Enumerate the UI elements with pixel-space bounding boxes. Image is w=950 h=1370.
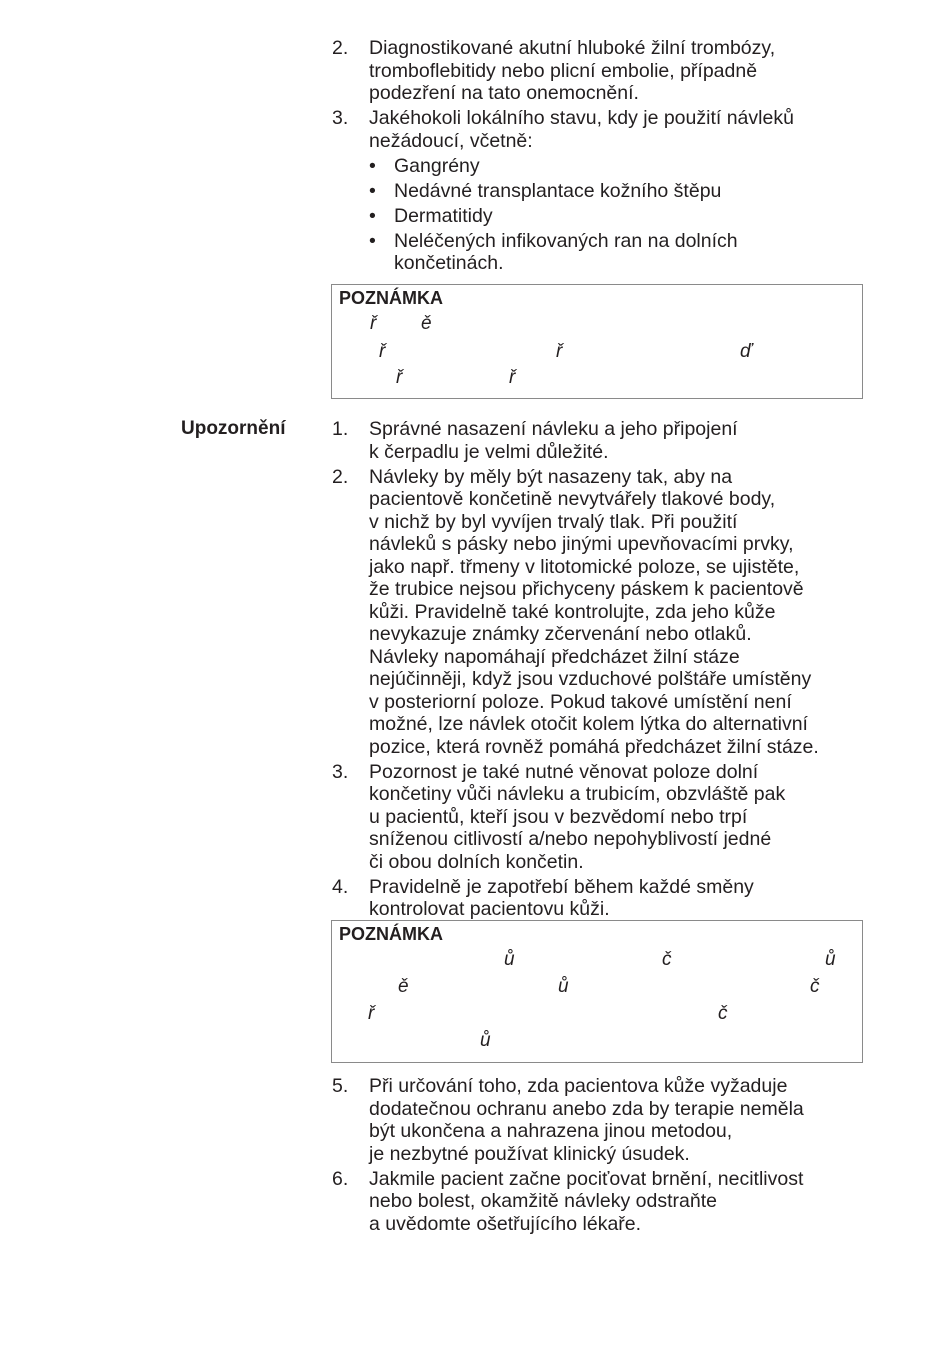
item-line: u pacientů, kteří jsou v bezvědomí nebo trpí	[369, 805, 748, 828]
note-box	[331, 284, 863, 399]
list-item	[332, 37, 872, 105]
item-line: Jakmile pacient začne pociťovat brnění, necitlivost	[369, 1167, 804, 1190]
item-line: jako např. třmeny v litotomické poloze, se ujistěte,	[369, 555, 800, 578]
item-line: k čerpadlu je velmi důležité.	[369, 440, 609, 463]
list-item	[332, 761, 872, 874]
item-number: 4.	[332, 875, 349, 898]
list-item	[332, 107, 872, 152]
item-line: být ukončena a nahrazena jinou metodou,	[369, 1120, 733, 1142]
bullet-item	[369, 230, 872, 275]
note-glyph: č	[718, 1003, 728, 1024]
item-line: pozice, která rovněž pomáhá předcházet žilní stáze.	[369, 735, 819, 758]
item-line: nevykazuje známky zčervenání nebo otlaků.	[369, 623, 752, 645]
item-line: Diagnostikované akutní hluboké žilní trombózy,	[369, 37, 776, 59]
note-glyph: č	[810, 976, 820, 997]
item-line: sníženou citlivostí a/nebo nepohyblivostí jedné	[369, 828, 772, 850]
item-line: v posteriorní poloze. Pokud takové umístění není	[369, 690, 792, 713]
caution-list	[332, 418, 872, 921]
note-title: POZNÁMKA	[339, 288, 443, 308]
bullet-list	[369, 155, 872, 275]
item-line: je nezbytné používat klinický úsudek.	[369, 1142, 690, 1165]
contraindication-list	[332, 37, 872, 275]
item-line: návleků s pásky nebo jinými upevňovacími prvky,	[369, 533, 794, 555]
item-line: nebo bolest, okamžitě návleky odstraňte	[369, 1190, 717, 1212]
note-glyph: ů	[825, 949, 836, 970]
note-glyph: ř	[368, 1003, 375, 1024]
item-number: 6.	[332, 1167, 349, 1190]
item-number: 3.	[332, 107, 349, 129]
item-line: Správné nasazení návleku a jeho připojení	[369, 418, 738, 440]
note-title: POZNÁMKA	[339, 924, 443, 944]
bullet-symbol: •	[369, 154, 376, 177]
bullet-symbol: •	[369, 229, 376, 252]
note-glyph: ř	[396, 367, 403, 388]
skin-check-list	[332, 1075, 872, 1235]
caution-heading: Upozornění	[181, 418, 286, 439]
item-line: či obou dolních končetin.	[369, 850, 584, 873]
bullet-line: Dermatitidy	[394, 204, 493, 227]
bullet-item	[369, 205, 872, 228]
item-line: že trubice nejsou přichyceny páskem k pacientově	[369, 578, 804, 600]
item-line: kůži. Pravidelně také kontrolujte, zda jeho kůže	[369, 600, 776, 623]
list-item	[332, 876, 872, 921]
list-item	[332, 466, 872, 759]
note-glyph: ř	[509, 367, 516, 388]
bullet-item	[369, 155, 872, 178]
item-line: Jakéhokoli lokálního stavu, kdy je použití návleků	[369, 107, 794, 129]
note-glyph: ě	[421, 313, 432, 334]
bullet-symbol: •	[369, 204, 376, 227]
item-line: Pozornost je také nutné věnovat poloze dolní	[369, 760, 759, 783]
list-item	[332, 418, 872, 463]
note-glyph: ů	[558, 976, 569, 997]
item-number: 2.	[332, 37, 349, 59]
item-number: 3.	[332, 760, 349, 783]
item-line: tromboflebitidy nebo plicní embolie, případně	[369, 59, 758, 82]
note-glyph: č	[662, 949, 672, 970]
item-line: Při určování toho, zda pacientova kůže vyžaduje	[369, 1075, 788, 1097]
bullet-line: Nedávné transplantace kožního štěpu	[394, 179, 722, 202]
note-glyph: ř	[379, 341, 386, 362]
note-glyph: ř	[370, 313, 377, 334]
item-line: Návleky napomáhají předcházet žilní stáze	[369, 645, 740, 668]
item-line: Návleky by měly být nasazeny tak, aby na	[369, 465, 733, 488]
item-line: možné, lze návlek otočit kolem lýtka do alternativní	[369, 713, 808, 735]
item-number: 2.	[332, 465, 349, 488]
note-glyph: ě	[398, 976, 409, 997]
bullet-line: Neléčených infikovaných ran na dolních	[394, 229, 738, 252]
note-glyph: ů	[504, 949, 515, 970]
note-glyph: ř	[556, 341, 563, 362]
bullet-line: končetinách.	[394, 252, 504, 274]
item-line: a uvědomte ošetřujícího lékaře.	[369, 1212, 642, 1235]
bullet-item	[369, 180, 872, 203]
item-line: končetiny vůči návleku a trubicím, obzvláště pak	[369, 783, 786, 805]
bullet-symbol: •	[369, 179, 376, 202]
item-number: 1.	[332, 418, 349, 440]
note-glyph: ď	[740, 341, 752, 362]
list-item	[332, 1075, 872, 1165]
note-box	[331, 920, 863, 1063]
note-glyph: ů	[480, 1030, 491, 1051]
item-line: nejúčinněji, když jsou vzduchové polštáře umístěny	[369, 668, 812, 690]
bullet-line: Gangrény	[394, 154, 480, 177]
item-line: nežádoucí, včetně:	[369, 129, 533, 152]
item-line: podezření na tato onemocnění.	[369, 82, 639, 104]
item-line: v nichž by byl vyvíjen trvalý tlak. Při použití	[369, 510, 738, 533]
item-line: Pravidelně je zapotřebí během každé směny	[369, 875, 754, 898]
item-line: pacientově končetině nevytvářely tlakové body,	[369, 488, 776, 510]
item-line: kontrolovat pacientovu kůži.	[369, 898, 610, 920]
item-number: 5.	[332, 1075, 349, 1097]
item-line: dodatečnou ochranu anebo zda by terapie neměla	[369, 1097, 804, 1120]
list-item	[332, 1168, 872, 1236]
